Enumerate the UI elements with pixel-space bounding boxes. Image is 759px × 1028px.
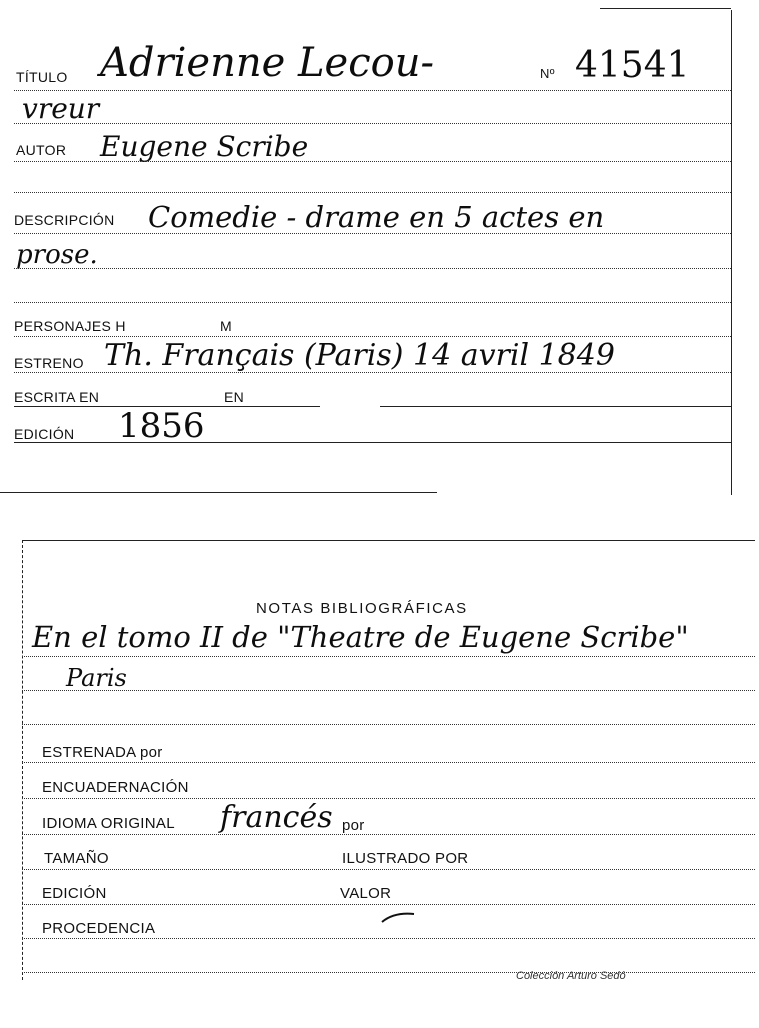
idioma-label: IDIOMA ORIGINAL xyxy=(42,815,175,832)
rule xyxy=(22,904,755,905)
idioma-por-label: por xyxy=(342,817,365,834)
titulo-value-cont: vreur xyxy=(22,92,100,125)
encuadernacion-label: ENCUADERNACIÓN xyxy=(42,779,189,796)
notas-value: En el tomo II de "Theatre de Eugene Scribe" xyxy=(32,620,689,654)
rule xyxy=(22,798,755,799)
rule xyxy=(22,724,755,725)
card-left-edge xyxy=(22,540,23,980)
autor-label: AUTOR xyxy=(16,142,67,158)
idioma-value: francés xyxy=(220,800,333,835)
titulo-value: Adrienne Lecou- xyxy=(100,40,434,86)
rule xyxy=(22,834,755,835)
edicion2-label: EDICIÓN xyxy=(42,885,107,902)
notas-heading: NOTAS BIBLIOGRÁFICAS xyxy=(256,600,468,617)
procedencia-label: PROCEDENCIA xyxy=(42,920,156,937)
descripcion-label: DESCRIPCIÓN xyxy=(14,212,115,228)
estreno-label: ESTRENO xyxy=(14,355,84,371)
collection-footer: Colección Arturo Sedó xyxy=(516,970,626,982)
titulo-label: TÍTULO xyxy=(16,69,68,85)
card-top-edge xyxy=(22,540,755,541)
numero-value: 41541 xyxy=(575,45,690,86)
personajes-label: PERSONAJES H xyxy=(14,318,126,334)
valor-label: VALOR xyxy=(340,885,392,902)
estreno-value: Th. Français (Paris) 14 avril 1849 xyxy=(104,338,615,373)
escrita-label: ESCRITA EN xyxy=(14,389,100,405)
numero-label: Nº xyxy=(540,66,555,81)
escrita-en-label: EN xyxy=(224,389,245,405)
descripcion-value: Comedie - drame en 5 actes en xyxy=(148,200,605,234)
notas-value-cont: Paris xyxy=(66,664,127,692)
autor-value: Eugene Scribe xyxy=(100,130,309,163)
personajes-m-label: M xyxy=(220,318,232,334)
ilustrado-label: ILUSTRADO POR xyxy=(342,850,469,867)
rule xyxy=(22,762,755,763)
edicion-value: 1856 xyxy=(118,406,205,446)
rule xyxy=(22,656,755,657)
rule xyxy=(22,938,755,939)
descripcion-value-cont: prose. xyxy=(16,240,98,270)
rule xyxy=(22,869,755,870)
tamano-label: TAMAÑO xyxy=(44,850,109,867)
edicion-label: EDICIÓN xyxy=(14,426,75,442)
rule xyxy=(22,690,755,691)
estrenada-label: ESTRENADA por xyxy=(42,744,163,761)
rule xyxy=(22,972,755,973)
pen-stroke-mark xyxy=(380,910,420,926)
